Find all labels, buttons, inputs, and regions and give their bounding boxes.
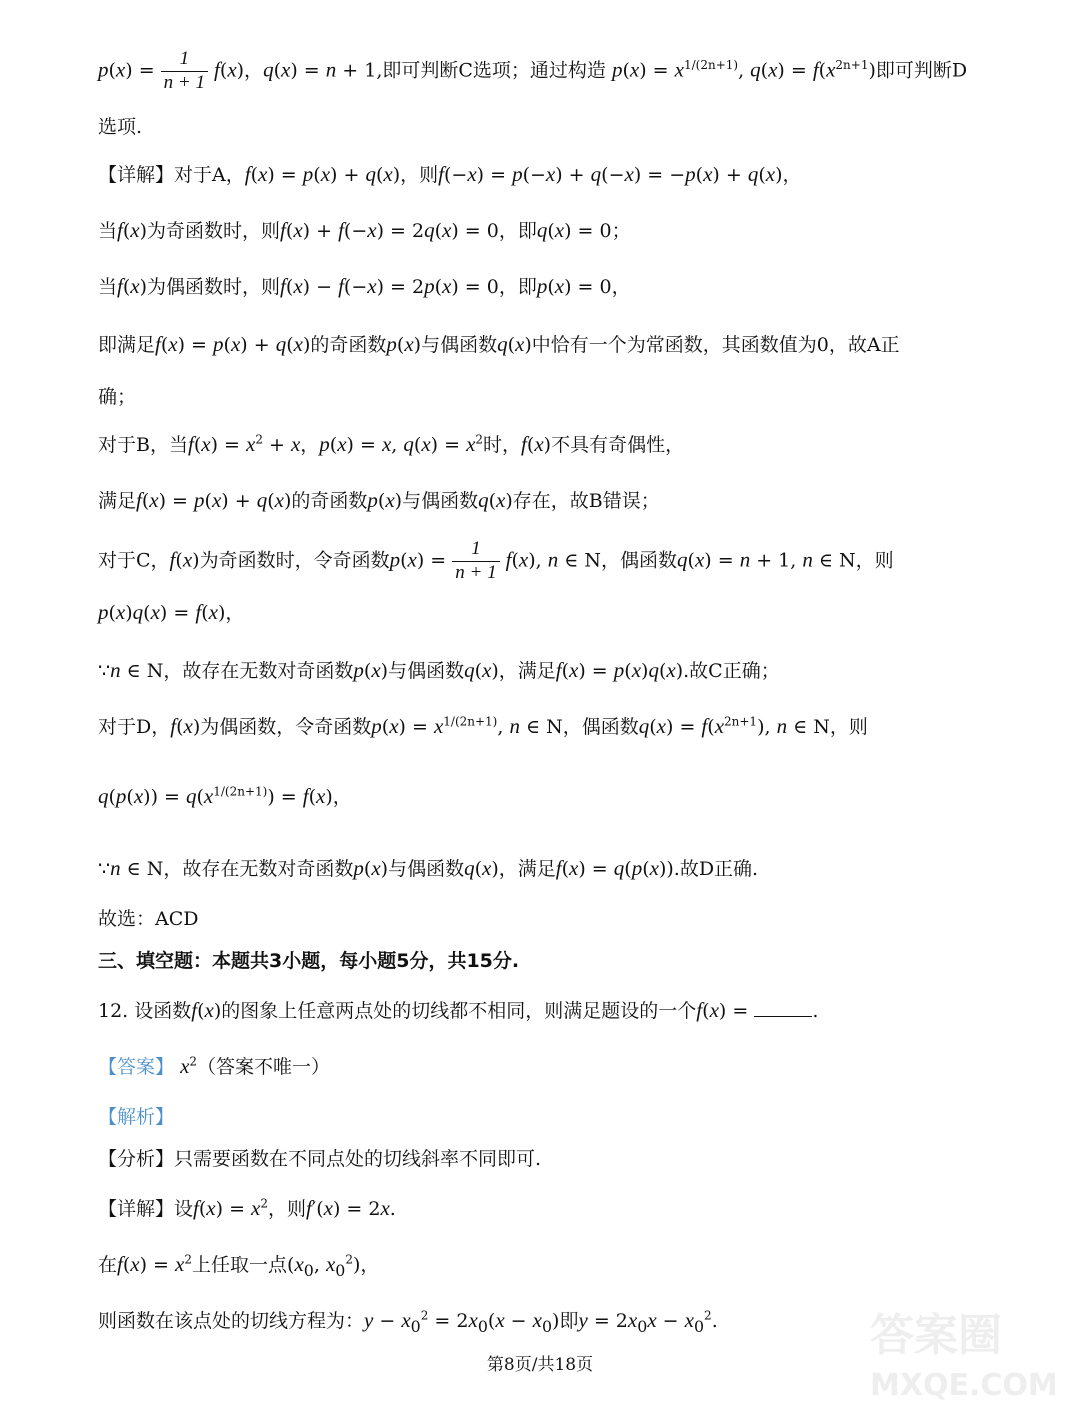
part-b-line: 对于B，当$f(x) = x^2 + x$，p(x) = x, $q(x) = x^2$时，f(x)不具有奇偶性， — [98, 432, 685, 456]
pq-line: p(x)q(x) = f(x)， — [98, 600, 245, 624]
watermark-logo — [860, 1300, 1070, 1405]
section-heading: 三、填空题：本题共3小题，每小题5分，共15分. — [98, 950, 520, 972]
text-segment: 与偶函数 — [388, 858, 465, 880]
text-segment: .故D正确. — [673, 858, 759, 880]
text-segment: ，故存在无数对奇函数 — [163, 660, 354, 682]
watermark-url: MXQE.COM — [870, 1368, 1058, 1403]
answer-note: （答案不唯一） — [197, 1056, 331, 1078]
text-segment: 对于D， — [98, 716, 171, 738]
text-segment: 上任取一点 — [192, 1254, 288, 1276]
fraction: $\frac{1}{n + 1}$ — [452, 538, 499, 585]
text-segment: 的图象上任意两点处的切线都不相同，则满足题设的一个 — [221, 1000, 697, 1022]
xiangjie-line: 【详解】设$f(x) = x^2$，则f′(x) = 2x. — [98, 1196, 396, 1220]
text-segment: ，满足 — [498, 858, 556, 880]
text-segment: 对于B，当 — [98, 434, 188, 456]
text-segment: ，即 — [498, 220, 537, 242]
text-segment: 在 — [98, 1254, 118, 1276]
text-segment: ，故存在无数对奇函数 — [163, 858, 354, 880]
text-segment: 对于C， — [98, 549, 170, 572]
text-segment: .故C正确； — [683, 660, 780, 682]
text-segment: 满足 — [98, 490, 137, 512]
watermark-text: 答案圈 — [870, 1310, 1002, 1361]
text-segment: ，偶函数 — [601, 549, 678, 572]
text-segment: 当 — [98, 276, 118, 298]
answer-label: 【答案】 — [98, 1056, 175, 1078]
text-segment: 当 — [98, 220, 118, 242]
text-line-1: p(x) = $\frac{1}{n + 1}$ f(x)，q(x) = n + 1,即可判断C选项；通过构造 $p(x) = x^{1/(2n+1)}$, $q(x) = f(x^{2n+1})$即可判断D — [98, 48, 968, 93]
text-segment: 的奇函数 — [310, 334, 387, 356]
text-segment: 时， — [483, 434, 522, 456]
text-segment: 对于A， — [174, 164, 245, 186]
answer-line: 【答案】 $x^2$（答案不唯一） — [98, 1054, 331, 1078]
text-segment: 的奇函数 — [291, 490, 368, 512]
tangent-line: 则函数在该点处的切线方程为：$y - x_0^2 = 2x_0(x - x_0)$即$y = 2x_0x - x_0^2$. — [98, 1308, 718, 1336]
text-segment: 为偶函数，令奇函数 — [200, 716, 372, 738]
text-segment: ，满足 — [498, 660, 556, 682]
analysis-label: 【解析】 — [98, 1106, 175, 1128]
text-segment: 12. 设函数 — [98, 1000, 192, 1022]
text-line-2: 选项. — [98, 116, 143, 138]
because-c-line: ∵n ∈ N，故存在无数对奇函数p(x)与偶函数q(x)，满足f(x) = p(x)q(x).故C正确； — [98, 658, 780, 682]
text-segment: 中恰有一个为常函数，其函数值为0，故A正 — [531, 334, 900, 356]
text-segment: ，即 — [498, 276, 537, 298]
text-segment: 设 — [174, 1198, 194, 1220]
text-segment: 存在，故B错误； — [512, 490, 660, 512]
text-segment: 与偶函数 — [388, 660, 465, 682]
text-segment: 为偶函数时，则 — [147, 276, 281, 298]
answer-blank — [754, 1016, 812, 1017]
text-segment: 为奇函数时，则 — [147, 220, 281, 242]
text-segment: 即 — [559, 1310, 579, 1332]
fenxi-line — [98, 1148, 990, 1171]
xiangjie-label: 【详解】 — [98, 1198, 175, 1220]
answer-choice: 故选：ACD — [98, 908, 199, 930]
text-segment: 为奇函数时，令奇函数 — [199, 549, 390, 572]
detail-label: 【详解】 — [98, 164, 175, 186]
text-segment: 即可判断D — [875, 59, 968, 82]
text-segment: 不具有奇偶性， — [551, 434, 685, 456]
conclusion-a-line: 即满足f(x) = p(x) + q(x)的奇函数p(x)与偶函数q(x)中恰有一个为常函数，其函数值为0，故A正 — [98, 332, 900, 356]
text-segment: ∵ — [98, 858, 111, 880]
qp-line: $q(p(x)) = q(x^{1/(2n+1)}) = f(x)$， — [98, 784, 352, 808]
text-segment: ，则 — [400, 164, 439, 186]
fraction: $\frac{1}{n + 1}$ — [161, 48, 208, 95]
even-case-line: 当f(x)为偶函数时，则f(x) − f(−x) = 2p(x) = 0，即p(x) = 0， — [98, 274, 631, 298]
part-d-line: 对于D，f(x)为偶函数，令奇函数$p(x) = x^{1/(2n+1)}$, n ∈ N，偶函数$q(x) = f(x^{2n+1})$, n ∈ N，则 — [98, 714, 868, 738]
text-segment: 只需要函数在不同点处的切线斜率不同即可. — [174, 1148, 542, 1170]
detail-line: 【详解】对于A，f(x) = p(x) + q(x)，则f(−x) = p(−x) + q(−x) = −p(x) + q(x)， — [98, 162, 802, 186]
text-segment: 即可判断C选项；通过构造 — [382, 59, 606, 82]
fenxi-label: 【分析】 — [98, 1148, 175, 1170]
text-segment: ，则 — [829, 716, 868, 738]
odd-case-line: 当f(x)为奇函数时，则f(x) + f(−x) = 2q(x) = 0，即q(x) = 0； — [98, 218, 631, 242]
because-d-line: ∵n ∈ N，故存在无数对奇函数p(x)与偶函数q(x)，满足f(x) = q(p(x)).故D正确. — [98, 856, 759, 880]
page-footer: 第8页/共18页 — [486, 1355, 594, 1375]
point-line: 在$f(x) = x^2$上任取一点($x_0$, $x_0^2$)， — [98, 1252, 380, 1280]
text-segment: ，则 — [855, 549, 894, 572]
question-12: 12. 设函数f(x)的图象上任意两点处的切线都不相同，则满足题设的一个f(x) = . — [98, 998, 819, 1022]
text-segment: 即满足 — [98, 334, 156, 356]
text-segment: 与偶函数 — [421, 334, 498, 356]
part-b2-line: 满足f(x) = p(x) + q(x)的奇函数p(x)与偶函数q(x)存在，故B错误； — [98, 488, 660, 512]
text-segment: 则函数在该点处的切线方程为： — [98, 1310, 365, 1332]
part-c-line: 对于C，f(x)为奇函数时，令奇函数p(x) = $\frac{1}{n + 1}$ f(x), n ∈ N，偶函数q(x) = n + 1, n ∈ N，则 — [98, 538, 894, 583]
text-segment: 与偶函数 — [402, 490, 479, 512]
text-segment: ，偶函数 — [562, 716, 639, 738]
text-segment: ∵ — [98, 660, 111, 682]
conclusion-a-cont: 确； — [98, 386, 137, 408]
text-segment: ，则 — [268, 1198, 307, 1220]
